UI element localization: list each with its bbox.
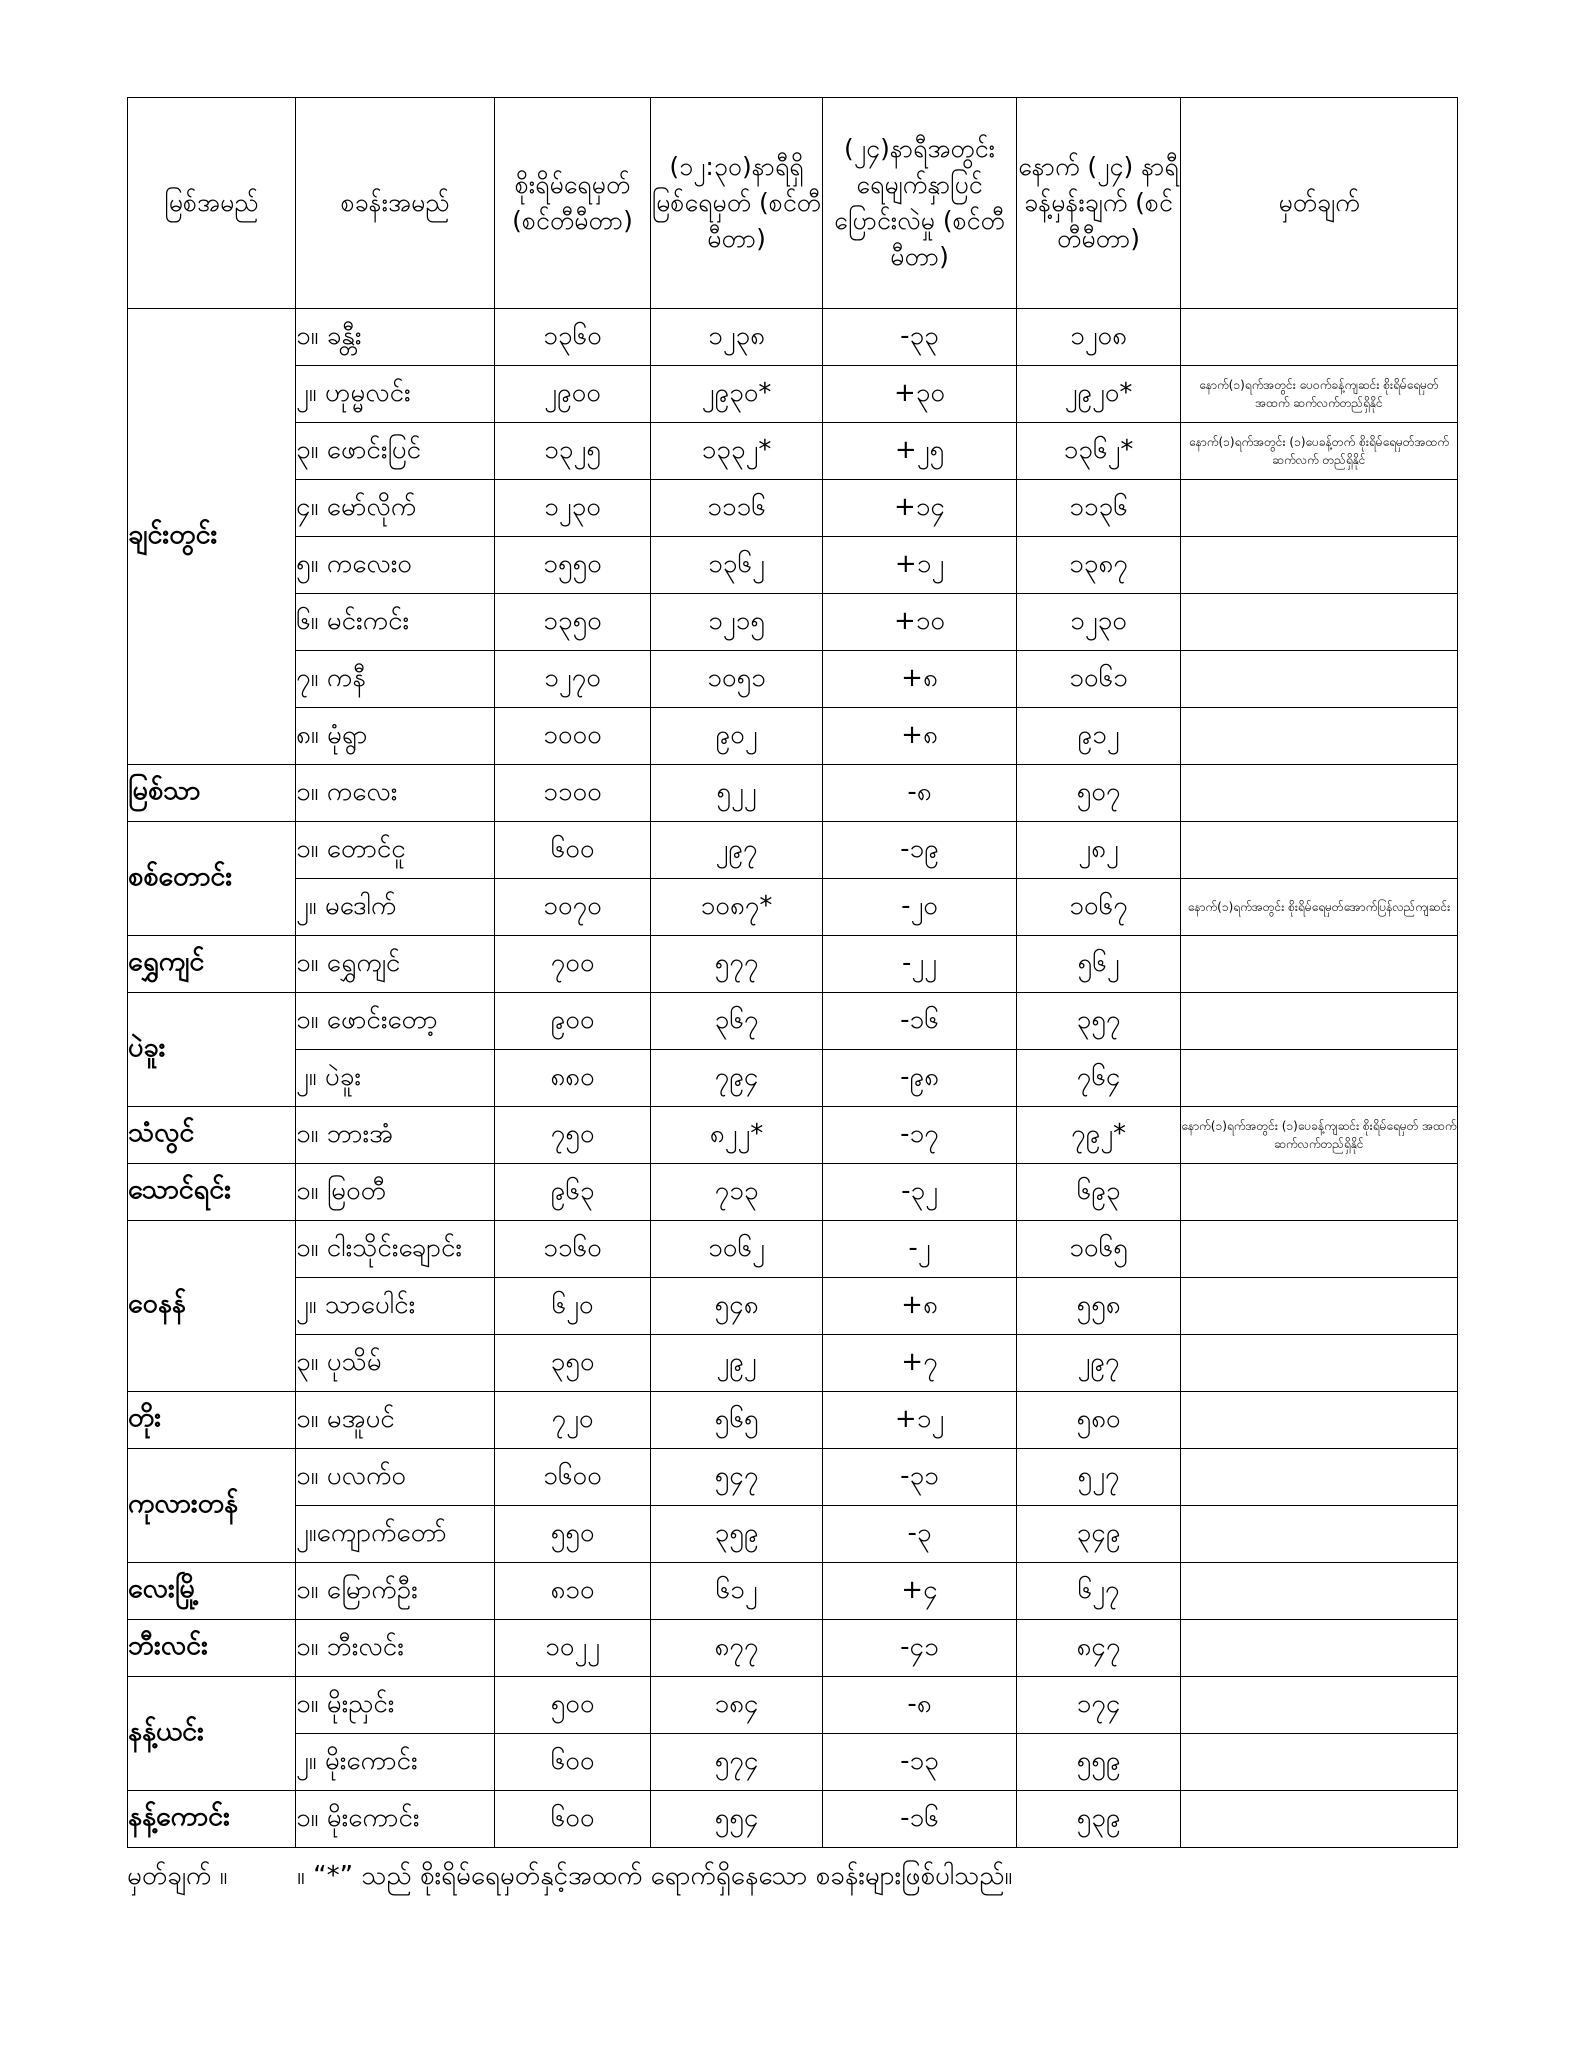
station-name: ၂။ ပဲခူး: [296, 1050, 495, 1107]
header-remarks: မှတ်ချက်: [1181, 98, 1458, 309]
change-cell: -၁၇: [823, 1107, 1017, 1164]
forecast-cell: ၁၁၃၆: [1017, 480, 1181, 537]
remark-cell: [1181, 1221, 1458, 1278]
footnote: [127, 1858, 1012, 1897]
table-row: [128, 366, 1458, 423]
danger-level-cell: ၅၅၀: [495, 1506, 651, 1563]
forecast-cell: ၂၉၂၀*: [1017, 366, 1181, 423]
forecast-cell: ၅၃၉: [1017, 1791, 1181, 1848]
table-row: [128, 708, 1458, 765]
current-level-cell: ၁၂၁၅: [651, 594, 823, 651]
station-name: ၁။ ကလေး: [296, 765, 495, 822]
forecast-cell: ၁၃၈၇: [1017, 537, 1181, 594]
river-name: လေးမြို့: [128, 1563, 296, 1620]
danger-level-cell: ၁၀၀၀: [495, 708, 651, 765]
river-name: နန့်ယင်း: [128, 1677, 296, 1791]
danger-level-cell: ၃၅၀: [495, 1335, 651, 1392]
station-name: ၁။ ပလက်ဝ: [296, 1449, 495, 1506]
table-row: [128, 1278, 1458, 1335]
change-cell: +၈: [823, 1278, 1017, 1335]
table-row: [128, 1506, 1458, 1563]
station-name: ၁။ ဘီးလင်း: [296, 1620, 495, 1677]
table-row: [128, 1164, 1458, 1221]
remark-cell: [1181, 1050, 1458, 1107]
forecast-cell: ၆၉၃: [1017, 1164, 1181, 1221]
danger-level-cell: ၆၀၀: [495, 1791, 651, 1848]
station-name: ၆။ မင်းကင်း: [296, 594, 495, 651]
remark-cell: [1181, 537, 1458, 594]
change-cell: -၈: [823, 765, 1017, 822]
danger-level-cell: ၆၀၀: [495, 1734, 651, 1791]
current-level-cell: ၅၇၄: [651, 1734, 823, 1791]
current-level-cell: ၁၀၅၁: [651, 651, 823, 708]
table-row: [128, 765, 1458, 822]
change-cell: -၁၃: [823, 1734, 1017, 1791]
danger-level-cell: ၈၁၀: [495, 1563, 651, 1620]
table-row: [128, 1734, 1458, 1791]
current-level-cell: ၁၈၄: [651, 1677, 823, 1734]
forecast-cell: ၁၂၀၈: [1017, 309, 1181, 366]
table-row: [128, 423, 1458, 480]
table-row: [128, 651, 1458, 708]
station-name: ၁။ ငါးသိုင်းချောင်း: [296, 1221, 495, 1278]
header-forecast: နောက် (၂၄) နာရီ ခန့်မှန်းချက် (စင်တီမီတာ): [1017, 98, 1181, 309]
header-river: မြစ်အမည်: [128, 98, 296, 309]
current-level-cell: ၂၉၂: [651, 1335, 823, 1392]
current-level-cell: ၂၉၃၀*: [651, 366, 823, 423]
forecast-cell: ၁၀၆၇: [1017, 879, 1181, 936]
danger-level-cell: ၁၁၆၀: [495, 1221, 651, 1278]
change-cell: -၃၃: [823, 309, 1017, 366]
remark-cell: [1181, 309, 1458, 366]
danger-level-cell: ၁၃၆၀: [495, 309, 651, 366]
current-level-cell: ၁၂၃၈: [651, 309, 823, 366]
danger-level-cell: ၅၀၀: [495, 1677, 651, 1734]
station-name: ၂။ သာပေါင်း: [296, 1278, 495, 1335]
danger-level-cell: ၂၉၀၀: [495, 366, 651, 423]
remark-cell: [1181, 1335, 1458, 1392]
change-cell: -၃၁: [823, 1449, 1017, 1506]
station-name: ၅။ ကလေးဝ: [296, 537, 495, 594]
table-row: [128, 993, 1458, 1050]
change-cell: +၃၀: [823, 366, 1017, 423]
current-level-cell: ၈၇၇: [651, 1620, 823, 1677]
change-cell: -၃၂: [823, 1164, 1017, 1221]
forecast-cell: ၈၄၇: [1017, 1620, 1181, 1677]
remark-cell: [1181, 594, 1458, 651]
change-cell: -၂၂: [823, 936, 1017, 993]
table-row: [128, 1335, 1458, 1392]
current-level-cell: ၅၅၄: [651, 1791, 823, 1848]
river-name: ကုလားတန်: [128, 1449, 296, 1563]
remark-cell: [1181, 1677, 1458, 1734]
river-name: သံလွင်: [128, 1107, 296, 1164]
table-row: [128, 822, 1458, 879]
current-level-cell: ၃၅၉: [651, 1506, 823, 1563]
table-row: [128, 1107, 1458, 1164]
table-row: [128, 480, 1458, 537]
remark-cell: နောက်(၁)ရက်အတွင်း စိုးရိမ်ရေမှတ်အောက်ပြန်လည်ကျဆင်း: [1181, 879, 1458, 936]
station-name: ၄။ မော်လိုက်: [296, 480, 495, 537]
forecast-cell: ၅၆၂: [1017, 936, 1181, 993]
table-row: [128, 936, 1458, 993]
table-row: [128, 1449, 1458, 1506]
danger-level-cell: ၁၅၅၀: [495, 537, 651, 594]
header-danger-level: စိုးရိမ်ရေမှတ် (စင်တီမီတာ): [495, 98, 651, 309]
remark-cell: [1181, 1278, 1458, 1335]
remark-cell: [1181, 1506, 1458, 1563]
river-name: ပဲခူး: [128, 993, 296, 1107]
change-cell: -၉၈: [823, 1050, 1017, 1107]
current-level-cell: ၈၂၂*: [651, 1107, 823, 1164]
change-cell: +၈: [823, 651, 1017, 708]
change-cell: +၂၅: [823, 423, 1017, 480]
station-name: ၁။ မိုးညှင်း: [296, 1677, 495, 1734]
current-level-cell: ၅၄၈: [651, 1278, 823, 1335]
water-level-table: [127, 97, 1458, 1848]
current-level-cell: ၅၇၇: [651, 936, 823, 993]
station-name: ၂။ မိုးကောင်း: [296, 1734, 495, 1791]
forecast-cell: ၁၃၆၂*: [1017, 423, 1181, 480]
current-level-cell: ၅၄၇: [651, 1449, 823, 1506]
remark-cell: [1181, 480, 1458, 537]
forecast-cell: ၅၅၈: [1017, 1278, 1181, 1335]
forecast-cell: ၇၆၄: [1017, 1050, 1181, 1107]
forecast-cell: ၃၅၇: [1017, 993, 1181, 1050]
change-cell: -၁၆: [823, 993, 1017, 1050]
danger-level-cell: ၇၅၀: [495, 1107, 651, 1164]
current-level-cell: ၇၁၃: [651, 1164, 823, 1221]
forecast-cell: ၆၂၇: [1017, 1563, 1181, 1620]
table-row: [128, 1392, 1458, 1449]
station-name: ၁။ မအူပင်: [296, 1392, 495, 1449]
river-name: နန့်ကောင်း: [128, 1791, 296, 1848]
station-name: ၃။ ပုသိမ်: [296, 1335, 495, 1392]
current-level-cell: ၅၆၅: [651, 1392, 823, 1449]
danger-level-cell: ၁၀၇၀: [495, 879, 651, 936]
change-cell: -၈: [823, 1677, 1017, 1734]
change-cell: -၁၆: [823, 1791, 1017, 1848]
remark-cell: [1181, 765, 1458, 822]
remark-cell: [1181, 1563, 1458, 1620]
danger-level-cell: ၁၃၂၅: [495, 423, 651, 480]
river-name: တိုး: [128, 1392, 296, 1449]
station-name: ၁။ မိုးကောင်း: [296, 1791, 495, 1848]
change-cell: +၁၀: [823, 594, 1017, 651]
station-name: ၁။ ဖောင်းတော့: [296, 993, 495, 1050]
remark-cell: [1181, 708, 1458, 765]
remark-cell: [1181, 651, 1458, 708]
station-name: ၁။ မြဝတီ: [296, 1164, 495, 1221]
station-name: ၇။ ကနီ: [296, 651, 495, 708]
change-cell: +၁၄: [823, 480, 1017, 537]
remark-cell: [1181, 822, 1458, 879]
river-name: မြစ်သာ: [128, 765, 296, 822]
station-name: ၁။ ရွှေကျင်: [296, 936, 495, 993]
station-name: ၁။ မြောက်ဦး: [296, 1563, 495, 1620]
danger-level-cell: ၁၀၂၂: [495, 1620, 651, 1677]
change-cell: +၇: [823, 1335, 1017, 1392]
table-row: [128, 594, 1458, 651]
station-name: ၂။ကျောက်တော်: [296, 1506, 495, 1563]
station-name: ၃။ ဖောင်းပြင်: [296, 423, 495, 480]
danger-level-cell: ၆၂၀: [495, 1278, 651, 1335]
station-name: ၁။ ဘားအံ: [296, 1107, 495, 1164]
forecast-cell: ၁၇၄: [1017, 1677, 1181, 1734]
table-row: [128, 1563, 1458, 1620]
table-row: [128, 309, 1458, 366]
remark-cell: နောက်(၁)ရက်အတွင်း (၁)ပေခန့်တက် စိုးရိမ်ရေမှတ်အထက်ဆက်လက် တည်ရှိနိုင်: [1181, 423, 1458, 480]
table-body: [128, 309, 1458, 1848]
change-cell: +၈: [823, 708, 1017, 765]
forecast-cell: ၉၁၂: [1017, 708, 1181, 765]
current-level-cell: ၁၃၆၂: [651, 537, 823, 594]
river-name: ဘီးလင်း: [128, 1620, 296, 1677]
remark-cell: [1181, 1392, 1458, 1449]
current-level-cell: ၁၀၆၂: [651, 1221, 823, 1278]
change-cell: -၄၁: [823, 1620, 1017, 1677]
danger-level-cell: ၇၀၀: [495, 936, 651, 993]
current-level-cell: ၁၁၁၆: [651, 480, 823, 537]
danger-level-cell: ၁၆၀၀: [495, 1449, 651, 1506]
table-row: [128, 537, 1458, 594]
danger-level-cell: ၇၂၀: [495, 1392, 651, 1449]
header-row: [128, 98, 1458, 309]
remark-cell: [1181, 993, 1458, 1050]
table-row: [128, 1050, 1458, 1107]
danger-level-cell: ၁၂၇၀: [495, 651, 651, 708]
change-cell: +၄: [823, 1563, 1017, 1620]
current-level-cell: ၁၃၃၂*: [651, 423, 823, 480]
station-name: ၈။ မုံရွာ: [296, 708, 495, 765]
forecast-cell: ၁၀၆၅: [1017, 1221, 1181, 1278]
remark-cell: [1181, 1449, 1458, 1506]
river-name: ရွှေကျင်: [128, 936, 296, 993]
header-current-level: (၁၂:၃၀)နာရီရှိ မြစ်ရေမှတ် (စင်တီမီတာ): [651, 98, 823, 309]
forecast-cell: ၅၅၉: [1017, 1734, 1181, 1791]
forecast-cell: ၇၉၂*: [1017, 1107, 1181, 1164]
station-name: ၂။ မဒေါက်: [296, 879, 495, 936]
danger-level-cell: ၁၃၅၀: [495, 594, 651, 651]
remark-cell: [1181, 1164, 1458, 1221]
danger-level-cell: ၉၆၃: [495, 1164, 651, 1221]
remark-cell: [1181, 1620, 1458, 1677]
table-row: [128, 1620, 1458, 1677]
forecast-cell: ၂၉၇: [1017, 1335, 1181, 1392]
river-name: သောင်ရင်း: [128, 1164, 296, 1221]
station-name: ၁။ ခန္တီး: [296, 309, 495, 366]
forecast-cell: ၁၀၆၁: [1017, 651, 1181, 708]
forecast-cell: ၅၀၇: [1017, 765, 1181, 822]
change-cell: -၂၀: [823, 879, 1017, 936]
forecast-cell: ၅၂၇: [1017, 1449, 1181, 1506]
remark-cell: [1181, 1734, 1458, 1791]
remark-cell: [1181, 1791, 1458, 1848]
forecast-cell: ၃၄၉: [1017, 1506, 1181, 1563]
table-row: [128, 1677, 1458, 1734]
change-cell: -၁၉: [823, 822, 1017, 879]
table-row: [128, 879, 1458, 936]
current-level-cell: ၆၁၂: [651, 1563, 823, 1620]
current-level-cell: ၅၂၂: [651, 765, 823, 822]
current-level-cell: ၃၆၇: [651, 993, 823, 1050]
change-cell: +၁၂: [823, 537, 1017, 594]
current-level-cell: ၉၀၂: [651, 708, 823, 765]
change-cell: -၃: [823, 1506, 1017, 1563]
danger-level-cell: ၆၀၀: [495, 822, 651, 879]
station-name: ၂။ ဟုမ္မလင်း: [296, 366, 495, 423]
change-cell: +၁၂: [823, 1392, 1017, 1449]
table-row: [128, 1791, 1458, 1848]
header-24h-change: (၂၄)နာရီအတွင်း ရေမျက်နှာပြင် ပြောင်းလဲမှု (စင်တီမီတာ): [823, 98, 1017, 309]
header-station: စခန်းအမည်: [296, 98, 495, 309]
current-level-cell: ၂၉၇: [651, 822, 823, 879]
danger-level-cell: ၈၈၀: [495, 1050, 651, 1107]
remark-cell: နောက်(၁)ရက်အတွင်း (၁)ပေခန့်ကျဆင်း စိုးရိမ်ရေမှတ် အထက်ဆက်လက်တည်ရှိနိုင်: [1181, 1107, 1458, 1164]
table-row: [128, 1221, 1458, 1278]
current-level-cell: ၇၉၄: [651, 1050, 823, 1107]
remark-cell: နောက်(၁)ရက်အတွင်း ပေ၀က်ခန့်ကျဆင်း စိုးရိမ်ရေမှတ် အထက် ဆက်လက်တည်ရှိနိုင်: [1181, 366, 1458, 423]
river-name: ချင်းတွင်း: [128, 309, 296, 765]
danger-level-cell: ၁၁၀၀: [495, 765, 651, 822]
danger-level-cell: ၁၂၃၀: [495, 480, 651, 537]
station-name: ၁။ တောင်ငူ: [296, 822, 495, 879]
danger-level-cell: ၉၀၀: [495, 993, 651, 1050]
remark-cell: [1181, 936, 1458, 993]
river-name: စစ်တောင်း: [128, 822, 296, 936]
river-name: ဝေနန်: [128, 1221, 296, 1392]
change-cell: -၂: [823, 1221, 1017, 1278]
footnote-text: ။ “*” သည် စိုးရိမ်ရေမှတ်နှင့်အထက် ရောက်ရှိနေသော စခန်းများဖြစ်ပါသည်။: [297, 1861, 1013, 1891]
forecast-cell: ၅၈၀: [1017, 1392, 1181, 1449]
footnote-label: မှတ်ချက် ။: [127, 1861, 228, 1891]
current-level-cell: ၁၀၈၇*: [651, 879, 823, 936]
forecast-cell: ၂၈၂: [1017, 822, 1181, 879]
forecast-cell: ၁၂၃၀: [1017, 594, 1181, 651]
